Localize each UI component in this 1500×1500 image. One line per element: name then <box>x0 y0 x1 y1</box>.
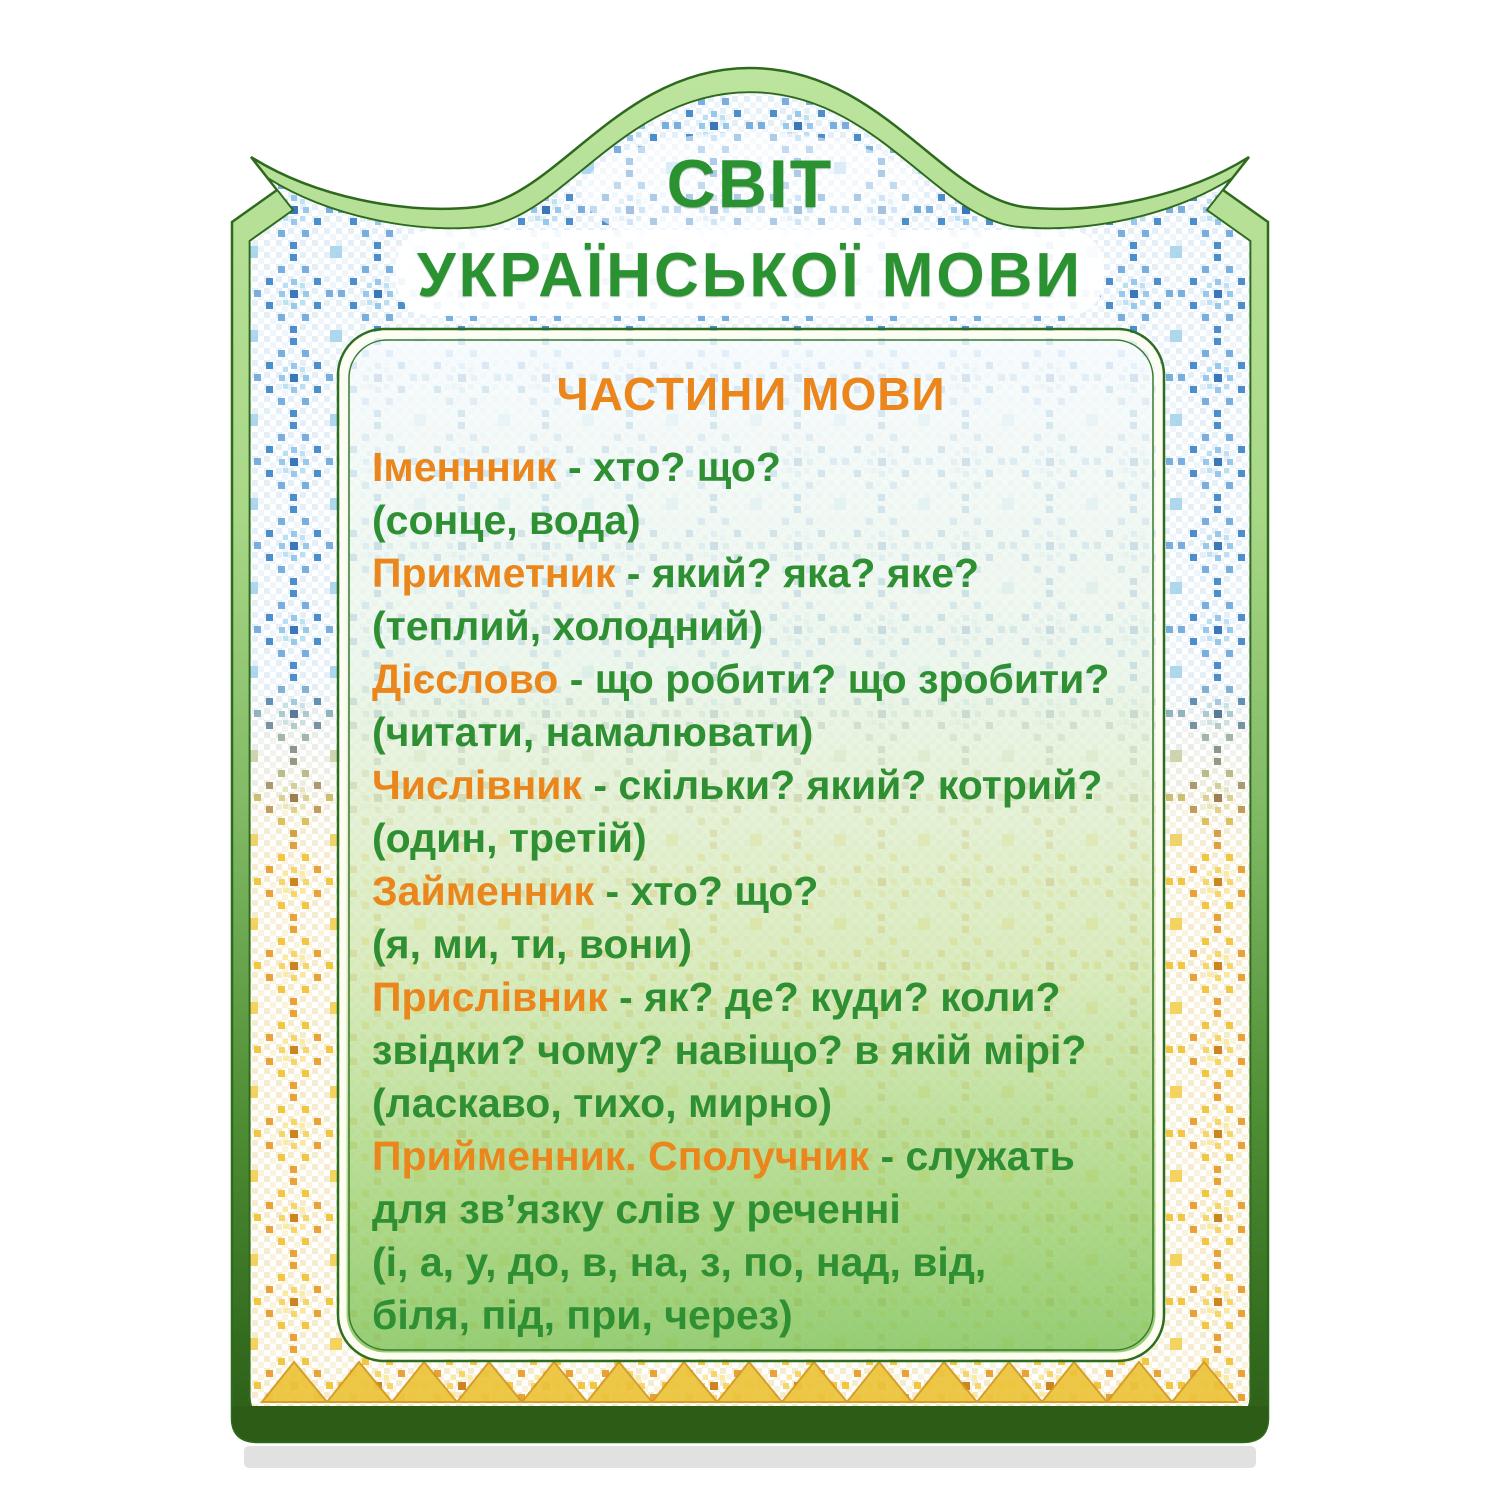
part-of-speech-term: Прислівник <box>372 974 608 1020</box>
entry-line <box>372 706 1168 759</box>
entry-line <box>372 1130 1168 1183</box>
entry-text: (один, третій) <box>372 815 647 861</box>
entry-text: для зв’язку слів у реченні <box>372 1186 901 1232</box>
entry-line <box>372 600 1168 653</box>
section-heading: ЧАСТИНИ МОВИ <box>556 368 946 420</box>
entry-text: (я, ми, ти, вони) <box>372 921 693 967</box>
entry-line <box>372 1183 1168 1236</box>
entry-text: (сонце, вода) <box>372 497 641 543</box>
entry-line <box>372 812 1168 865</box>
bottom-bar <box>232 1406 1268 1442</box>
entry-text: - як? де? куди? коли? <box>607 974 1061 1020</box>
entry-line <box>372 1236 1168 1289</box>
entry-line <box>372 971 1168 1024</box>
part-of-speech-term: Прикметник <box>372 550 616 596</box>
entry-line <box>372 1289 1168 1342</box>
entry-text: (ласкаво, тихо, мирно) <box>372 1080 833 1126</box>
entry-line <box>372 441 1168 494</box>
entry-text: - який? яка? яке? <box>615 550 980 596</box>
entry-text: біля, під, при, через) <box>372 1292 793 1338</box>
entry-line <box>372 759 1168 812</box>
entry-text: (і, а, у, до, в, на, з, по, над, від, <box>372 1239 987 1285</box>
entry-line <box>372 918 1168 971</box>
entry-line <box>372 1077 1168 1130</box>
plaque-shadow <box>244 1446 1256 1468</box>
entry-text: - скільки? який? котрий? <box>581 762 1103 808</box>
part-of-speech-term: Дієслово <box>372 656 559 702</box>
poster-title-line1: СВІТ <box>666 146 834 222</box>
part-of-speech-term: Займенник <box>372 868 595 914</box>
entry-line <box>372 494 1168 547</box>
part-of-speech-term: Прийменник. Сполучник <box>372 1133 870 1179</box>
entry-text: (теплий, холодний) <box>372 603 764 649</box>
entry-line <box>372 653 1168 706</box>
entry-text: - що робити? що зробити? <box>558 656 1110 702</box>
entry-text: (читати, намалювати) <box>372 709 814 755</box>
entry-text: - служать <box>869 1133 1075 1179</box>
entry-text: звідки? чому? навіщо? в якій мірі? <box>372 1027 1087 1073</box>
entry-text: - хто? що? <box>556 444 781 490</box>
entry-text: - хто? що? <box>594 868 819 914</box>
poster-title-line2: УКРАЇНСЬКОЇ МОВИ <box>417 241 1083 310</box>
part-of-speech-term: Іменнник <box>372 444 557 490</box>
entry-line <box>372 547 1168 600</box>
entry-line <box>372 1024 1168 1077</box>
entry-line <box>372 865 1168 918</box>
part-of-speech-term: Числівник <box>372 762 582 808</box>
